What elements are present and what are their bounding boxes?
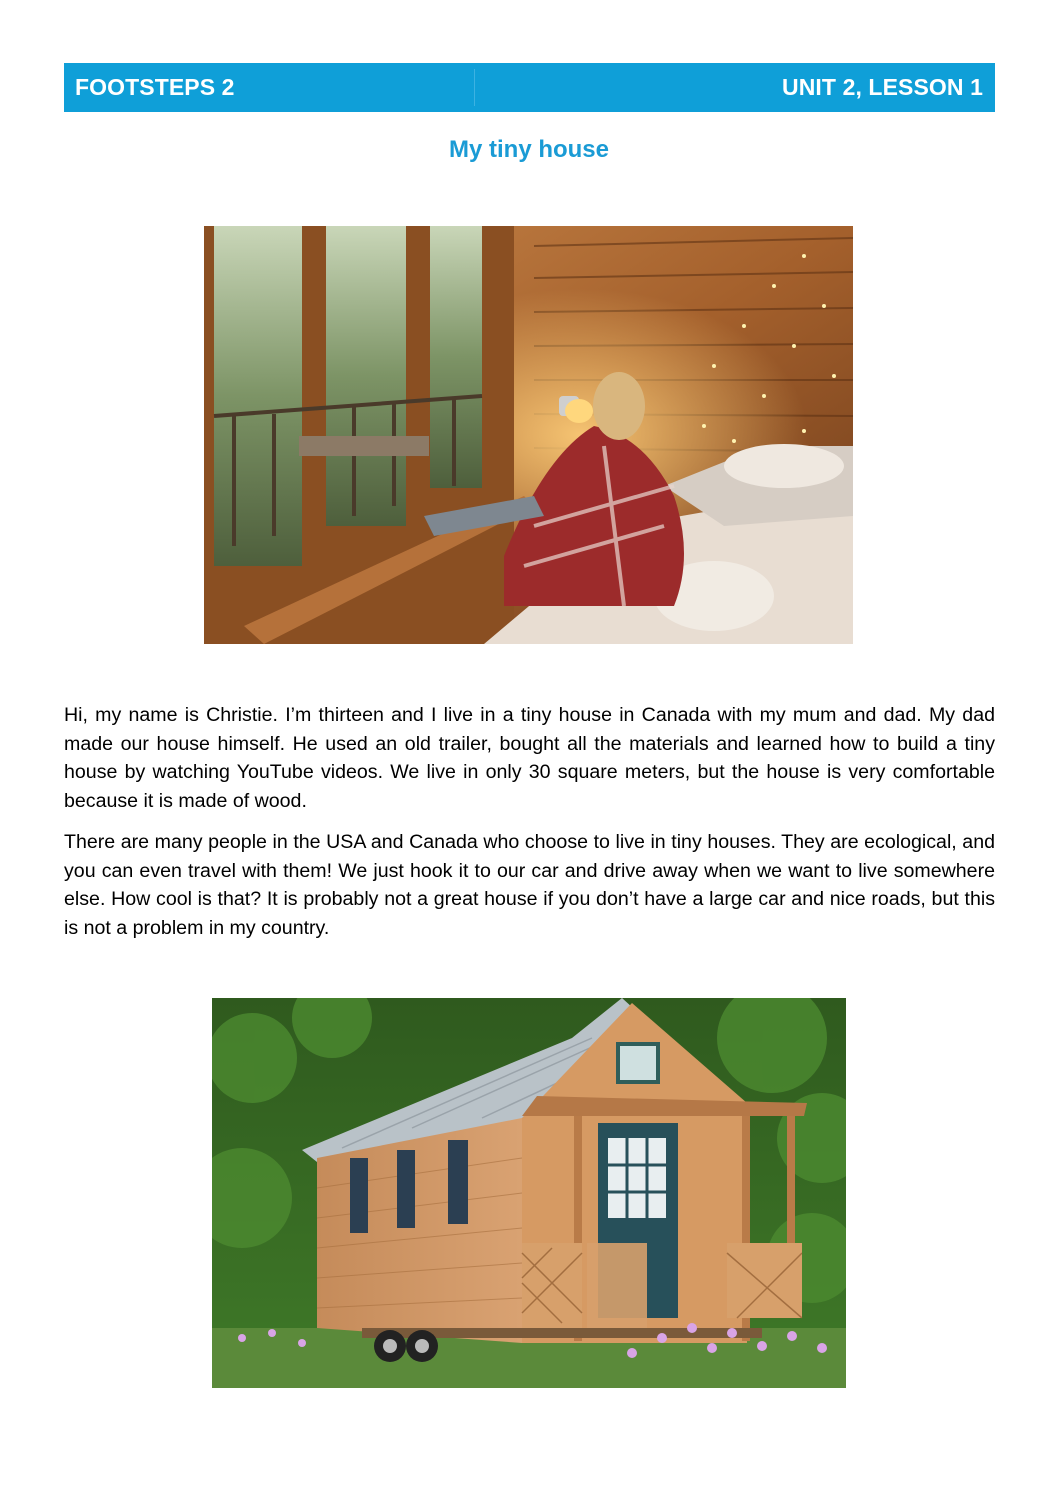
cabin-interior-photo <box>204 226 853 644</box>
page-title: My tiny house <box>448 136 610 163</box>
unit-lesson-label: UNIT 2, LESSON 1 <box>782 74 983 100</box>
series-title: FOOTSTEPS 2 <box>75 74 235 100</box>
header-bar <box>64 63 995 112</box>
header-divider <box>474 69 475 106</box>
paragraph-intro: Hi, my name is Christie. I’m thirteen and I live in a tiny house in Canada with my mum and dad. My dad made our house himself. He used an old trailer, bought all the materials and learned how to build a tiny house by watching YouTube videos. We live in only 30 square meters, but the house is very comfortable because it is made of wood. <box>64 704 995 812</box>
paragraph-tiny-houses: There are many people in the USA and Canada who choose to live in tiny houses. They are ecological, and you can even travel with them! We just hook it to our car and drive away when we want to live somewhere else. How cool is that? It is probably not a great house if you don’t have a large car and nice roads, but this is not a problem in my country. <box>64 831 995 939</box>
tiny-house-photo <box>212 998 846 1388</box>
